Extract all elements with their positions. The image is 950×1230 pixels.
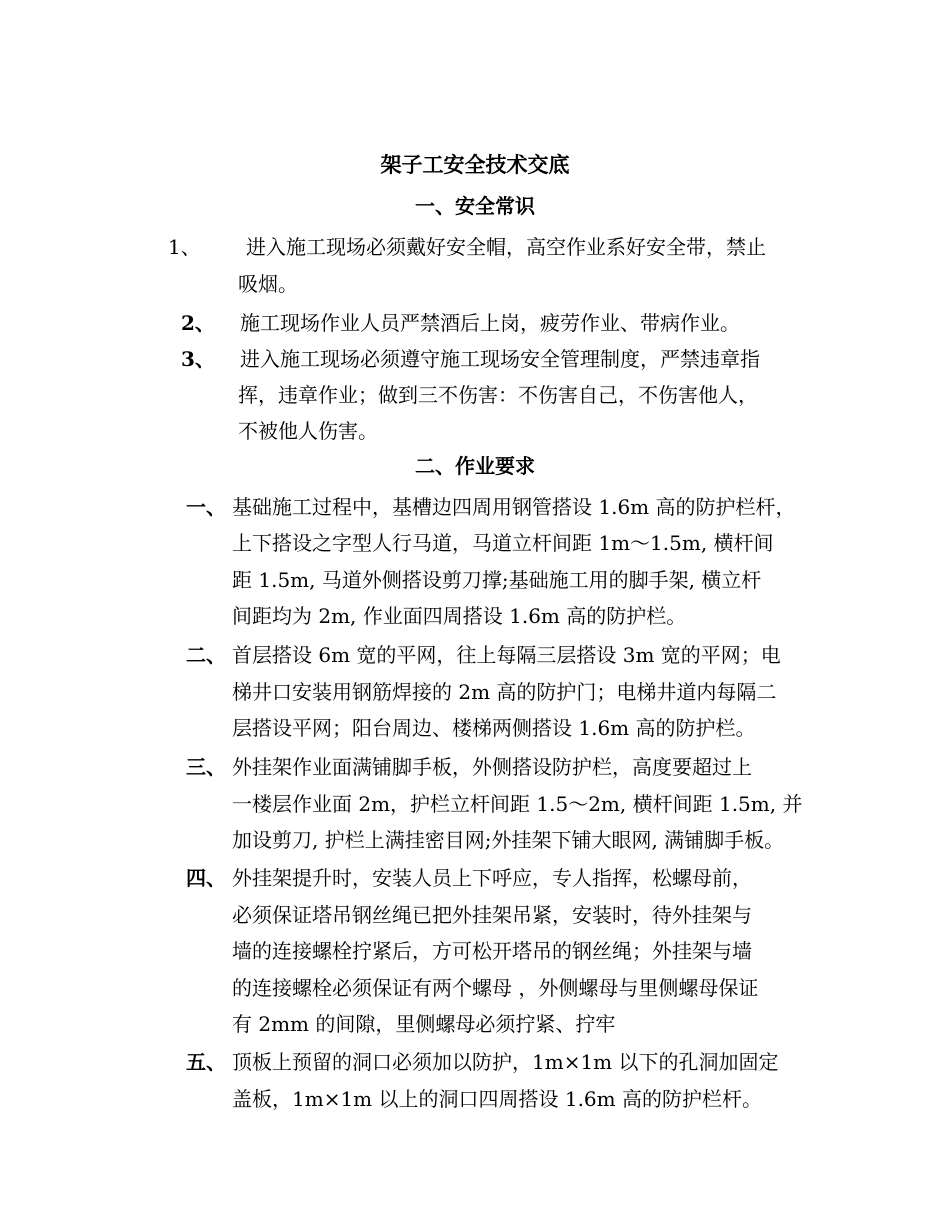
requirement-item-text-line: 一楼层作业面 2m，护栏立杆间距 1.5～2m, 横杆间距 1.5m, 并: [232, 791, 803, 816]
section-heading-safety: 一、安全常识: [415, 194, 535, 218]
requirement-item-text-line: 梯井口安装用钢筋焊接的 2m 高的防护门；电梯井道内每隔二: [232, 679, 777, 704]
requirement-item-text-line: 必须保证塔吊钢丝绳已把外挂架吊紧，安装时，待外挂架与: [232, 902, 752, 927]
requirement-item-text-line: 盖板，1m×1m 以上的洞口四周搭设 1.6m 高的防护栏杆。: [232, 1086, 762, 1111]
requirement-item-text-line: 外挂架作业面满铺脚手板，外侧搭设防护栏，高度要超过上: [232, 755, 752, 779]
requirement-item-text-line: 加设剪刀, 护栏上满挂密目网;外挂架下铺大眼网, 满铺脚手板。: [232, 828, 785, 852]
requirement-item-number: 一、: [186, 495, 226, 519]
safety-item-text-line: 不被他人伤害。: [238, 419, 378, 443]
requirement-item-number: 二、: [186, 643, 226, 667]
requirement-item-text-line: 有 2mm 的间隙，里侧螺母必须拧紧、拧牢: [232, 1012, 616, 1036]
safety-item-number: 3、: [181, 347, 215, 371]
safety-item-text-line: 进入施工现场必须遵守施工现场安全管理制度，严禁违章指: [240, 347, 760, 371]
requirement-item-text-line: 首层搭设 6m 宽的平网，往上每隔三层搭设 3m 宽的平网；电: [232, 643, 781, 667]
requirement-item-text-line: 外挂架提升时，安装人员上下呼应，专人指挥，松螺母前，: [232, 866, 752, 890]
safety-item-number: 1、: [168, 235, 201, 259]
safety-item-text-line: 施工现场作业人员严禁酒后上岗，疲劳作业、带病作业。: [240, 311, 740, 335]
requirement-item-text-line: 的连接螺栓必须保证有两个螺母 ，外侧螺母与里侧螺母保证: [232, 975, 759, 1000]
safety-item-text-line: 进入施工现场必须戴好安全帽，高空作业系好安全带，禁止: [246, 235, 766, 259]
requirement-item-text-line: 层搭设平网；阳台周边、楼梯两侧搭设 1.6m 高的防护栏。: [232, 716, 756, 740]
section-heading-requirements: 二、作业要求: [415, 454, 535, 478]
safety-item-number: 2、: [181, 311, 215, 335]
requirement-item-text-line: 基础施工过程中，基槽边四周用钢管搭设 1.6m 高的防护栏杆，: [232, 495, 796, 519]
requirement-item-number: 四、: [186, 866, 226, 890]
requirement-item-text-line: 上下搭设之字型人行马道，马道立杆间距 1m～1.5m, 横杆间: [232, 531, 774, 556]
requirement-item-text-line: 顶板上预留的洞口必须加以防护，1m×1m 以下的孔洞加固定: [232, 1050, 779, 1074]
safety-item-text-line: 吸烟。: [238, 272, 298, 296]
requirement-item-text-line: 距 1.5m, 马道外侧搭设剪刀撑;基础施工用的脚手架, 横立杆: [232, 567, 762, 592]
requirement-item-text-line: 间距均为 2m, 作业面四周搭设 1.6m 高的防护栏。: [232, 603, 687, 628]
requirement-item-text-line: 墙的连接螺栓拧紧后，方可松开塔吊的钢丝绳；外挂架与墙: [232, 939, 752, 963]
safety-item-text-line: 挥，违章作业；做到三不伤害：不伤害自己，不伤害他人，: [238, 383, 758, 407]
requirement-item-number: 三、: [186, 755, 226, 779]
requirement-item-number: 五、: [186, 1050, 226, 1074]
document-title: 架子工安全技术交底: [380, 152, 570, 177]
